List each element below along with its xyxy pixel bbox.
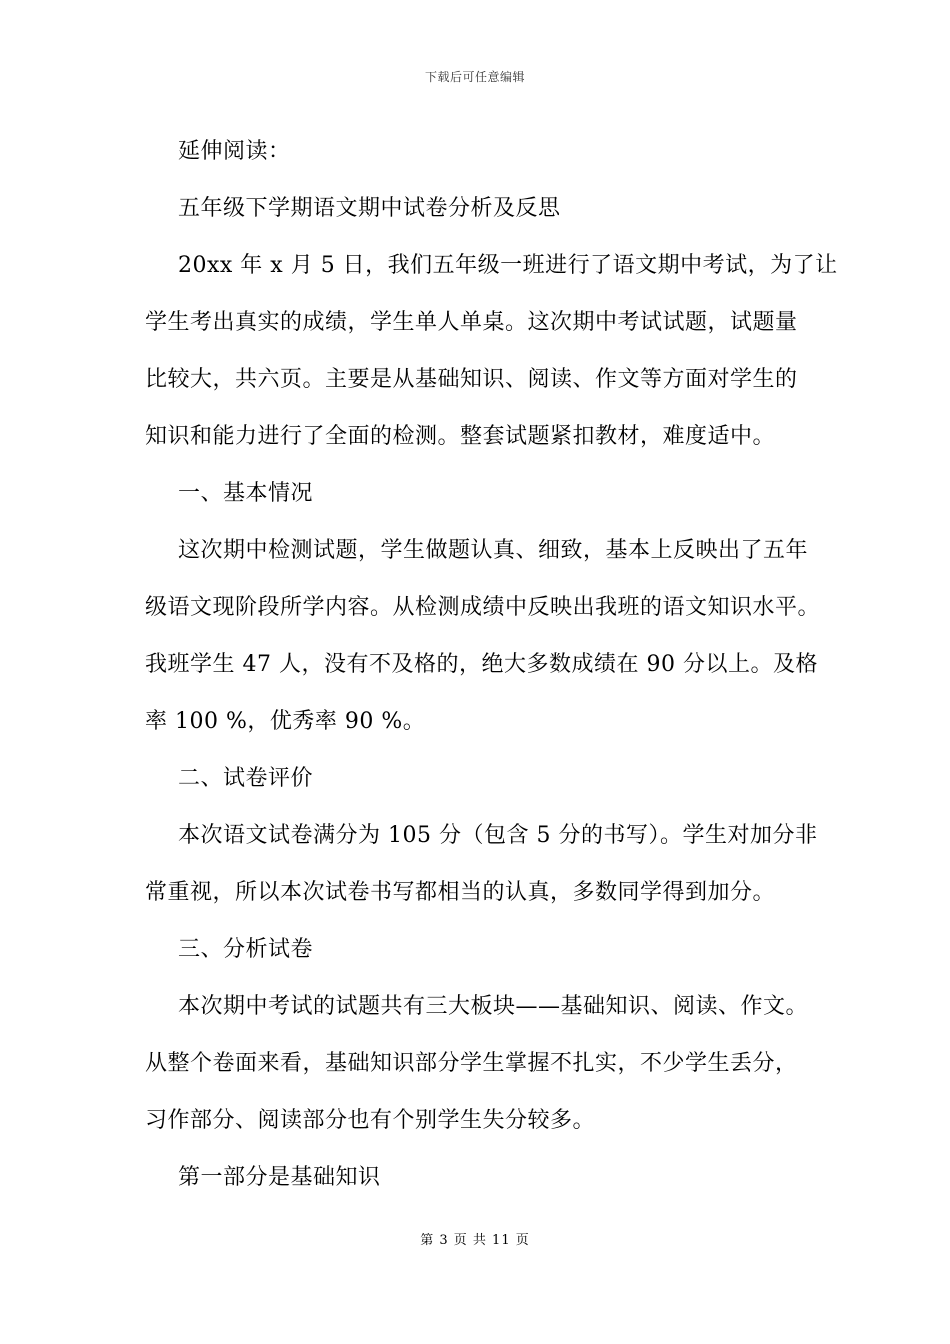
subsection-heading: 第一部分是基础知识 bbox=[178, 1165, 381, 1190]
paragraph-line: 从整个卷面来看，基础知识部分学生掌握不扎实，不少学生丢分， bbox=[145, 1051, 798, 1076]
section-heading: 三、分析试卷 bbox=[178, 937, 314, 962]
section-heading: 一、基本情况 bbox=[178, 481, 314, 506]
article-title: 五年级下学期语文期中试卷分析及反思 bbox=[178, 196, 561, 221]
paragraph-line: 比较大，共六页。主要是从基础知识、阅读、作文等方面对学生的 bbox=[145, 367, 798, 392]
page-footer: 第 3 页 共 11 页 bbox=[420, 1233, 530, 1248]
section-heading: 二、试卷评价 bbox=[178, 766, 314, 791]
paragraph-line: 20xx 年 x 月 5 日，我们五年级一班进行了语文期中考试，为了让 bbox=[178, 253, 838, 278]
paragraph-line: 学生考出真实的成绩，学生单人单桌。这次期中考试试题，试题量 bbox=[145, 310, 798, 335]
paragraph-line: 本次期中考试的试题共有三大板块——基础知识、阅读、作文。 bbox=[178, 994, 809, 1019]
paragraph-line: 我班学生 47 人，没有不及格的，绝大多数成绩在 90 分以上。及格 bbox=[145, 652, 818, 677]
paragraph-line: 常重视，所以本次试卷书写都相当的认真，多数同学得到加分。 bbox=[145, 880, 776, 905]
paragraph-line: 习作部分、阅读部分也有个别学生失分较多。 bbox=[145, 1108, 596, 1133]
paragraph-line: 本次语文试卷满分为 105 分（包含 5 分的书写）。学生对加分非 bbox=[178, 823, 818, 848]
paragraph-line: 级语文现阶段所学内容。从检测成绩中反映出我班的语文知识水平。 bbox=[145, 595, 821, 620]
page-header: 下载后可任意编辑 bbox=[424, 70, 525, 84]
paragraph-line: 这次期中检测试题，学生做题认真、细致，基本上反映出了五年 bbox=[178, 538, 809, 563]
reading-label: 延伸阅读： bbox=[178, 139, 291, 164]
paragraph-line: 率 100 %，优秀率 90 %。 bbox=[145, 709, 426, 734]
paragraph-line: 知识和能力进行了全面的检测。整套试题紧扣教材，难度适中。 bbox=[145, 424, 776, 449]
